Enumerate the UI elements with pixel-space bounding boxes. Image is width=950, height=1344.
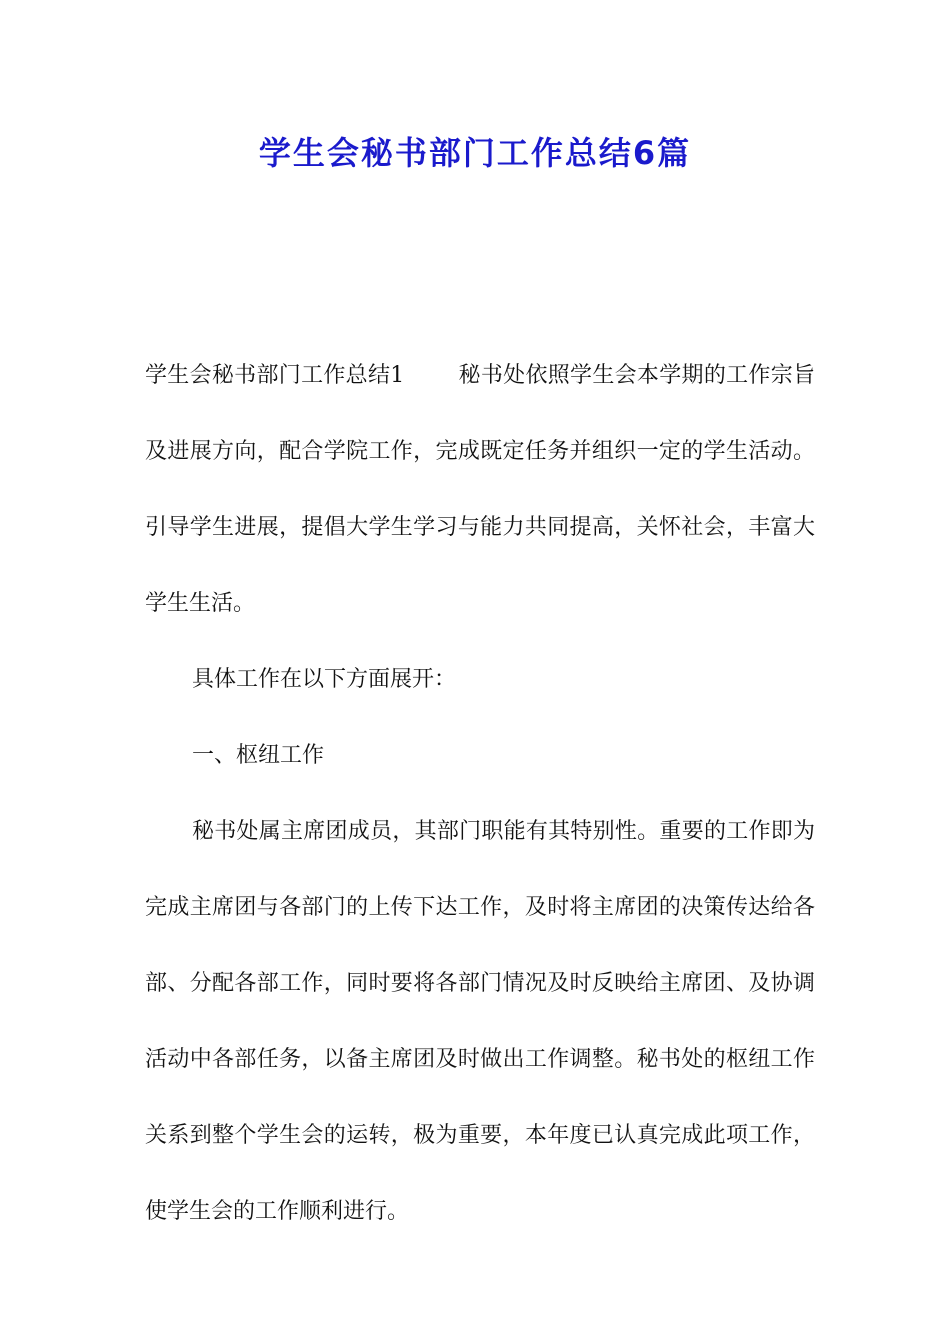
document-title: 学生会秘书部门工作总结6篇 <box>258 134 692 172</box>
intro-paragraph <box>145 338 815 642</box>
intro-heading: 学生会秘书部门工作总结1 <box>145 363 405 388</box>
intro-text: 秘书处依照学生会本学期的工作宗旨及进展方向，配合学院工作，完成既定任务并组织一定的学生活动。引导学生进展，提倡大学生学习与能力共同提高，关怀社会，丰富大学生生活。 <box>145 363 815 616</box>
document-body <box>145 338 815 1250</box>
section-1-heading: 一、枢纽工作 <box>192 743 325 768</box>
overview-paragraph: 具体工作在以下方面展开： <box>192 667 457 692</box>
section-1-paragraph: 秘书处属主席团成员，其部门职能有其特别性。重要的工作即为完成主席团与各部门的上传下达工作，及时将主席团的决策传达给各部、分配各部工作，同时要将各部门情况及时反映给主席团、及协调活动中各部任务，以备主席团及时做出工作调整。秘书处的枢纽工作关系到整个学生会的运转，极为重要，本年度已认真完成此项工作，使学生会的工作顺利进行。 <box>145 819 815 1224</box>
